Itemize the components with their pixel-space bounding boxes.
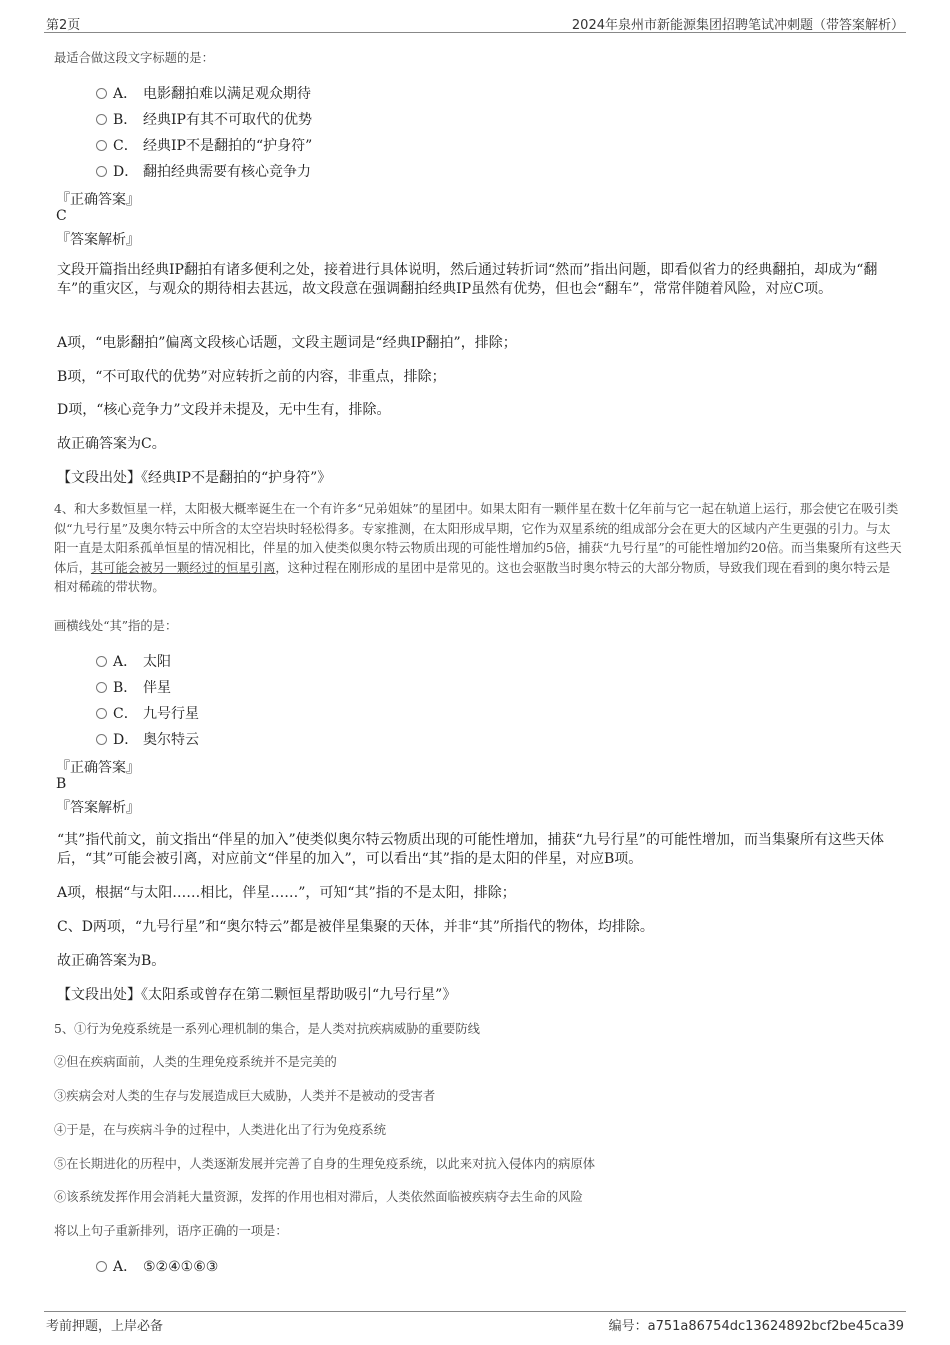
q3-analysis-label: 『答案解析』	[56, 232, 140, 248]
q3-answer-label: 『正确答案』	[56, 192, 140, 208]
q5-sentence-4: ④于是，在与疾病斗争的过程中，人类进化出了行为免疫系统	[54, 1123, 387, 1137]
q3-conclusion: 故正确答案为C。	[57, 436, 166, 452]
q5-sentence-3: ③疾病会对人类的生存与发展造成巨大威胁，人类并不是被动的受害者	[54, 1089, 436, 1103]
q5-sentence-6: ⑥该系统发挥作用会消耗大量资源，发挥的作用也相对滞后，人类依然面临被疾病夺去生命的风险	[54, 1190, 583, 1204]
radio-icon[interactable]	[96, 166, 107, 177]
q4-source: 【文段出处】《太阳系或曾存在第二颗恒星帮助吸引“九号行星”》	[57, 987, 457, 1003]
underlined-phrase: 其可能会被另一颗经过的恒星引离	[90, 560, 276, 575]
q4-analysis-cd: C、D两项，“九号行星”和“奥尔特云”都是被伴星集聚的天体，并非“其”所指代的物体，均排除。	[57, 919, 654, 935]
q5-option-a[interactable]: A． ⑤②④①⑥③	[96, 1256, 218, 1276]
footer-slogan: 考前押题，上岸必备	[46, 1319, 164, 1334]
q3-option-d[interactable]: D． 翻拍经典需要有核心竞争力	[96, 161, 311, 181]
page-footer	[44, 1311, 906, 1336]
page-number: 第2页	[46, 18, 81, 33]
q5-prompt: 将以上句子重新排列，语序正确的一项是：	[54, 1224, 288, 1238]
q5-sentence-5: ⑤在长期进化的历程中，人类逐渐发展并完善了自身的生理免疫系统，以此来对抗入侵体内的病原体	[54, 1157, 596, 1171]
q4-option-c[interactable]: C． 九号行星	[96, 703, 199, 723]
radio-icon[interactable]	[96, 88, 107, 99]
q3-analysis-d: D项，“核心竞争力”文段并未提及，无中生有，排除。	[57, 402, 391, 418]
q5-sentence-2: ②但在疾病面前，人类的生理免疫系统并不是完美的	[54, 1055, 337, 1069]
q4-passage: 4、和大多数恒星一样，太阳极大概率诞生在一个有许多“兄弟姐妹”的星团中。如果太阳有一颗伴星在数十亿年前与它一起在轨道上运行，那会使它在吸引类似“九号行星”及奥尔特云中所含的太空岩块时轻松得多。专家推测，在太阳形成早期，它作为双星系统的组成部分会在更大的区域内产生更强的引力。与太阳一直是太阳系孤单恒星的情况相比，伴星的加入使类似奥尔特云物质出现的可能性增加约5倍，捕获“九号行星”的可能性增加约20倍。而当集聚所有这些天体后，其可能会被另一颗经过的恒星引离，这种过程在刚形成的星团中是常见的。这也会驱散当时奥尔特云的大部分物质，导致我们现在看到的奥尔特云是相对稀疏的带状物。	[54, 502, 902, 595]
radio-icon[interactable]	[96, 1261, 107, 1272]
q3-analysis-b: B项，“不可取代的优势”对应转折之前的内容，非重点，排除；	[57, 369, 446, 385]
q3-option-c[interactable]: C． 经典IP不是翻拍的“护身符”	[96, 135, 312, 155]
page-header	[44, 12, 906, 33]
q3-prompt: 最适合做这段文字标题的是：	[54, 51, 214, 65]
q3-analysis-main: 文段开篇指出经典IP翻拍有诸多便利之处，接着进行具体说明，然后通过转折词“然而”指出问题，即看似省力的经典翻拍，却成为“翻车”的重灾区，与观众的期待相去甚远，故文段意在强调翻拍经典IP虽然有优势，但也会“翻车”，常常伴随着风险，对应C项。	[57, 262, 878, 297]
q3-analysis-a: A项，“电影翻拍”偏离文段核心话题，文段主题词是“经典IP翻拍”，排除；	[57, 335, 517, 351]
q5-sentence-1: 5、①行为免疫系统是一系列心理机制的集合，是人类对抗疾病威胁的重要防线	[54, 1022, 480, 1036]
q3-source: 【文段出处】《经典IP不是翻拍的“护身符”》	[57, 470, 332, 486]
q4-analysis-a: A项，根据“与太阳……相比，伴星……”，可知“其”指的不是太阳，排除；	[57, 885, 516, 901]
q4-analysis-main: “其”指代前文，前文指出“伴星的加入”使类似奥尔特云物质出现的可能性增加，捕获“九号行星”的可能性增加，而当集聚所有这些天体后，“其”可能会被引离，对应前文“伴星的加入”，可以看出“其”指的是太阳的伴星，对应B项。	[57, 832, 884, 867]
q4-option-a[interactable]: A． 太阳	[96, 651, 171, 671]
document-title: 2024年泉州市新能源集团招聘笔试冲刺题（带答案解析）	[571, 18, 904, 33]
radio-icon[interactable]	[96, 656, 107, 667]
q4-answer-label: 『正确答案』	[56, 760, 140, 776]
q4-prompt: 画横线处“其”指的是：	[54, 619, 178, 633]
q4-answer: B	[56, 776, 67, 792]
q3-answer: C	[56, 208, 67, 224]
radio-icon[interactable]	[96, 140, 107, 151]
q4-conclusion: 故正确答案为B。	[57, 953, 166, 969]
radio-icon[interactable]	[96, 682, 107, 693]
q4-option-b[interactable]: B． 伴星	[96, 677, 171, 697]
q4-analysis-label: 『答案解析』	[56, 800, 140, 816]
footer-code: 编号：a751a86754dc13624892bcf2be45ca39	[608, 1319, 904, 1334]
radio-icon[interactable]	[96, 114, 107, 125]
q3-option-b[interactable]: B． 经典IP有其不可取代的优势	[96, 109, 312, 129]
radio-icon[interactable]	[96, 734, 107, 745]
radio-icon[interactable]	[96, 708, 107, 719]
q4-option-d[interactable]: D． 奥尔特云	[96, 729, 199, 749]
q3-option-a[interactable]: A． 电影翻拍难以满足观众期待	[96, 83, 311, 103]
